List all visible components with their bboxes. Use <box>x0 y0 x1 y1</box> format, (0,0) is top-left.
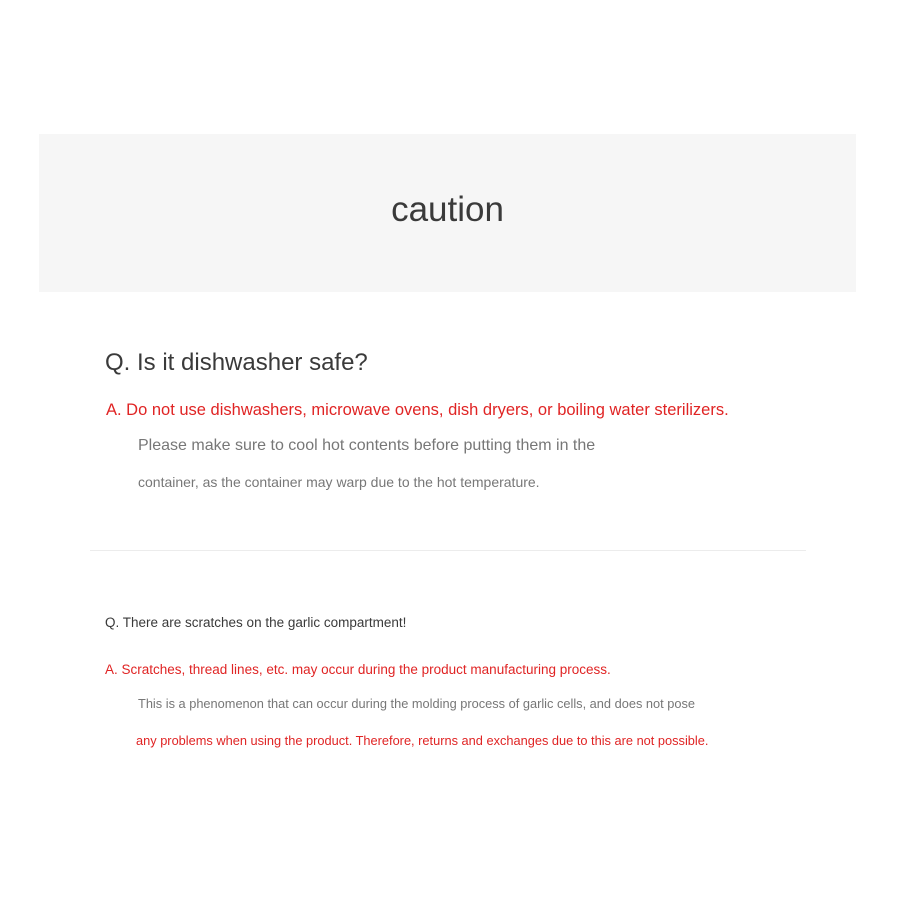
section-divider <box>90 550 806 551</box>
faq-detail-scratches-line1: This is a phenomenon that can occur during the molding process of garlic cells, and does not pose <box>138 696 695 711</box>
faq-detail-scratches-line2: any problems when using the product. Therefore, returns and exchanges due to this are not possible. <box>136 733 709 748</box>
faq-answer-scratches: A. Scratches, thread lines, etc. may occur during the product manufacturing process. <box>105 662 611 677</box>
faq-detail-dishwasher-line1: Please make sure to cool hot contents before putting them in the <box>138 437 596 454</box>
faq-answer-dishwasher: A. Do not use dishwashers, microwave ovens, dish dryers, or boiling water sterilizers. <box>106 401 729 419</box>
faq-detail-dishwasher-line2: container, as the container may warp due to the hot temperature. <box>138 474 540 490</box>
faq-question-dishwasher: Q. Is it dishwasher safe? <box>105 349 368 376</box>
caution-banner <box>39 134 856 292</box>
page-title: caution <box>391 190 504 229</box>
faq-question-scratches: Q. There are scratches on the garlic compartment! <box>105 615 407 630</box>
